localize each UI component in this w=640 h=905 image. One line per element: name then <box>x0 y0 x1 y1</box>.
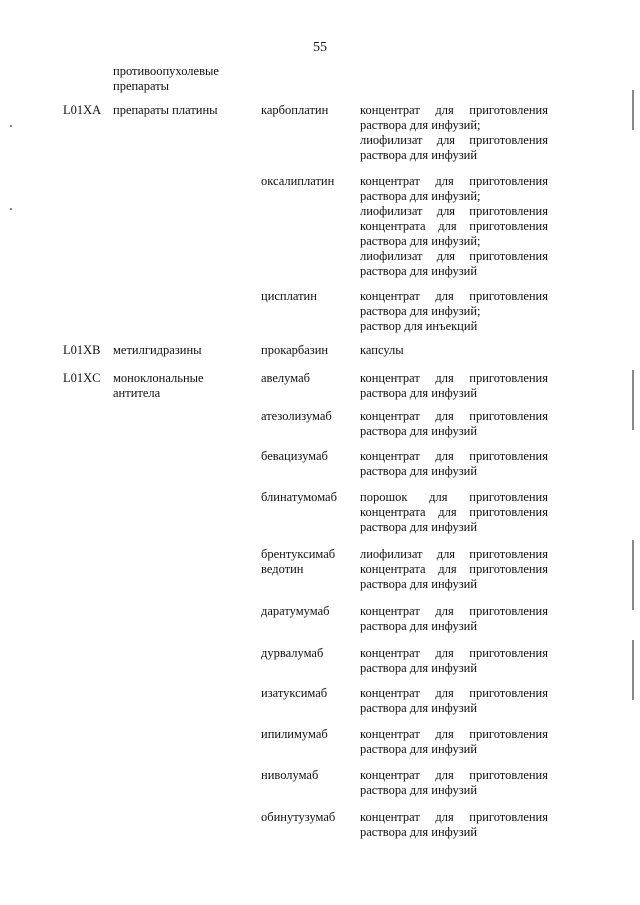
drug-name <box>261 103 353 118</box>
dosage-form-line: порошок для приготовления <box>360 490 548 504</box>
dosage-form-line: концентрата для приготовления <box>360 219 548 233</box>
dosage-form <box>360 174 548 279</box>
dosage-form-line: концентрата для приготовления <box>360 505 548 519</box>
dosage-form <box>360 409 548 439</box>
dosage-form-line: раствора для инфузий; <box>360 234 481 248</box>
drug-name-line: ведотин <box>261 562 304 576</box>
dosage-form-line: раствора для инфузий; <box>360 304 481 318</box>
dosage-form-line: раствора для инфузий <box>360 424 478 438</box>
dosage-form <box>360 289 548 334</box>
dosage-form-line: лиофилизат для приготовления <box>360 133 548 147</box>
atc-code: L01XC <box>63 371 101 385</box>
drug-name-line: даратумумаб <box>261 604 330 618</box>
dosage-form-line: раствора для инфузий <box>360 825 478 839</box>
scan-mark <box>632 370 634 430</box>
dosage-form-line: раствора для инфузий <box>360 783 478 797</box>
drug-name <box>261 174 353 189</box>
dosage-form-line: концентрат для приготовления <box>360 727 548 741</box>
drug-name <box>261 409 353 424</box>
drug-name <box>261 646 353 661</box>
dosage-form-line: раствора для инфузий <box>360 701 478 715</box>
dosage-form-line: концентрат для приготовления <box>360 768 548 782</box>
dosage-form <box>360 686 548 716</box>
dosage-form <box>360 768 548 798</box>
dosage-form-line: концентрат для приготовления <box>360 810 548 824</box>
atc-code: L01XB <box>63 343 101 357</box>
drug-name-line: прокарбазин <box>261 343 329 357</box>
drug-name-line: ипилимумаб <box>261 727 328 741</box>
drug-name-line: ниволумаб <box>261 768 319 782</box>
scan-mark <box>632 540 634 610</box>
dosage-form-line: раствора для инфузий; <box>360 118 481 132</box>
scan-mark <box>632 90 634 130</box>
drug-name <box>261 547 353 577</box>
group-name-line: препараты платины <box>113 103 218 117</box>
drug-name <box>261 727 353 742</box>
dosage-form <box>360 604 548 634</box>
dosage-form-line: раствора для инфузий <box>360 148 478 162</box>
dosage-form <box>360 547 548 592</box>
drug-name-line: карбоплатин <box>261 103 329 117</box>
drug-name-line: бевацизумаб <box>261 449 328 463</box>
group-name-line: препараты <box>113 79 170 93</box>
dosage-form-line: лиофилизат для приготовления <box>360 547 548 561</box>
dosage-form-line: раствора для инфузий <box>360 464 478 478</box>
dosage-form-line: капсулы <box>360 343 404 357</box>
dosage-form <box>360 810 548 840</box>
drug-name <box>261 810 353 825</box>
drug-name <box>261 343 353 358</box>
group-name-line: противоопухолевые <box>113 64 219 78</box>
drug-name <box>261 490 353 505</box>
dosage-form-line: раствора для инфузий <box>360 577 478 591</box>
drug-name-line: брентуксимаб <box>261 547 336 561</box>
scan-mark <box>10 125 12 127</box>
dosage-form-line: раствора для инфузий <box>360 619 478 633</box>
group-name <box>113 103 253 118</box>
dosage-form-line: раствора для инфузий <box>360 520 478 534</box>
dosage-form-line: раствор для инъекций <box>360 319 478 333</box>
drug-name-line: цисплатин <box>261 289 317 303</box>
dosage-form-line: концентрат для приготовления <box>360 646 548 660</box>
dosage-form-line: концентрат для приготовления <box>360 449 548 463</box>
group-name-line: моноклональные <box>113 371 204 385</box>
dosage-form-line: концентрат для приготовления <box>360 371 548 385</box>
dosage-form <box>360 490 548 535</box>
drug-name <box>261 289 353 304</box>
dosage-form <box>360 646 548 676</box>
dosage-form-line: концентрат для приготовления <box>360 289 548 303</box>
dosage-form-line: концентрат для приготовления <box>360 604 548 618</box>
drug-name-line: авелумаб <box>261 371 310 385</box>
dosage-form-line: раствора для инфузий <box>360 264 478 278</box>
drug-name-line: изатуксимаб <box>261 686 328 700</box>
dosage-form-line: лиофилизат для приготовления <box>360 249 548 263</box>
drug-name-line: дурвалумаб <box>261 646 324 660</box>
dosage-form-line: концентрат для приготовления <box>360 409 548 423</box>
group-name <box>113 371 253 401</box>
drug-name-line: блинатумомаб <box>261 490 337 504</box>
dosage-form-line: раствора для инфузий <box>360 661 478 675</box>
group-name-line: метилгидразины <box>113 343 202 357</box>
drug-name <box>261 371 353 386</box>
group-name <box>113 343 253 358</box>
dosage-form-line: концентрата для приготовления <box>360 562 548 576</box>
page-number: 55 <box>313 40 327 55</box>
scan-mark <box>10 208 12 210</box>
drug-name-line: обинутузумаб <box>261 810 336 824</box>
dosage-form <box>360 371 548 401</box>
dosage-form-line: раствора для инфузий; <box>360 189 481 203</box>
dosage-form-line: концентрат для приготовления <box>360 103 548 117</box>
drug-name-line: оксалиплатин <box>261 174 335 188</box>
dosage-form <box>360 449 548 479</box>
dosage-form <box>360 727 548 757</box>
dosage-form-line: раствора для инфузий <box>360 742 478 756</box>
drug-name <box>261 768 353 783</box>
atc-code: L01XA <box>63 103 102 117</box>
dosage-form-line: раствора для инфузий <box>360 386 478 400</box>
drug-name-line: атезолизумаб <box>261 409 332 423</box>
dosage-form-line: концентрат для приготовления <box>360 686 548 700</box>
group-name <box>113 64 253 94</box>
group-name-line: антитела <box>113 386 161 400</box>
drug-name <box>261 449 353 464</box>
dosage-form-line: концентрат для приготовления <box>360 174 548 188</box>
dosage-form <box>360 103 548 163</box>
dosage-form <box>360 343 548 358</box>
scan-mark <box>632 640 634 700</box>
drug-name <box>261 686 353 701</box>
dosage-form-line: лиофилизат для приготовления <box>360 204 548 218</box>
drug-name <box>261 604 353 619</box>
